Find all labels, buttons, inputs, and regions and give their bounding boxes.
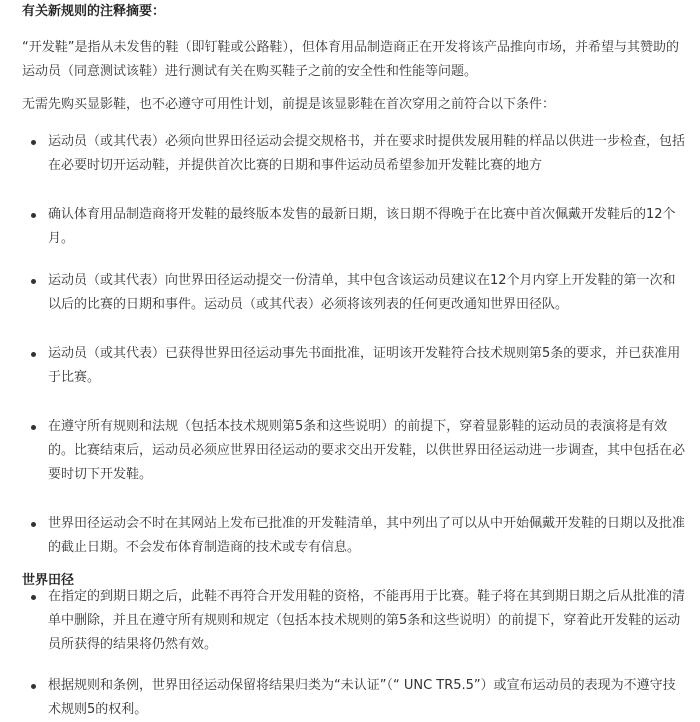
section-heading: 世界田径 <box>22 573 75 588</box>
conditions-intro-paragraph: 无需先购买显影鞋，也不必遵守可用性计划，前提是该显影鞋在首次穿用之前符合以下条件： <box>22 97 556 112</box>
bullet-icon <box>31 213 36 218</box>
bullet-icon <box>31 140 36 145</box>
bullet-icon <box>31 352 36 357</box>
list-item <box>22 674 686 722</box>
bullet-icon <box>31 425 36 430</box>
list-item-text: 世界田径运动会不时在其网站上发布已批准的开发鞋清单，其中列出了可以从中开始佩戴开发鞋的日期以及批准的截止日期。不会发布体育制造商的技术或专有信息。 <box>48 516 686 555</box>
list-item-text: 确认体育用品制造商将开发鞋的最终版本发售的最新日期，该日期不得晚于在比赛中首次佩戴开发鞋后的12个月。 <box>48 207 676 246</box>
bullet-icon <box>31 522 36 527</box>
bullet-icon <box>31 684 36 689</box>
list-item <box>22 585 686 657</box>
intro-paragraph: “开发鞋”是指从未发售的鞋（即钉鞋或公路鞋），但体育用品制造商正在开发将该产品推向市场，并希望与其赞助的运动员（同意测试该鞋）进行测试有关在购买鞋子之前的安全性和性能等问题。 <box>22 40 679 79</box>
list-item-text: 在遵守所有规则和法规（包括本技术规则第5条和这些说明）的前提下，穿着显影鞋的运动员的表演将是有效的。比赛结束后，运动员必须应世界田径运动的要求交出开发鞋，以供世界田径运动进一步调查，其中包括在必要时切下开发鞋。 <box>48 419 686 482</box>
list-item <box>22 269 686 317</box>
list-item-text: 运动员（或其代表）向世界田径运动提交一份清单，其中包含该运动员建议在12个月内穿上开发鞋的第一次和以后的比赛的日期和事件。运动员（或其代表）必须将该列表的任何更改通知世界田径队。 <box>48 273 676 312</box>
list-item <box>22 130 686 178</box>
list-item <box>22 342 686 390</box>
bullet-icon <box>31 595 36 600</box>
list-item-text: 在指定的到期日期之后，此鞋不再符合开发用鞋的资格，不能再用于比赛。鞋子将在其到期日期之后从批准的清单中删除，并且在遵守所有规则和规定（包括本技术规则的第5条和这些说明）的前提下，穿着此开发鞋的运动员所获得的结果将仍然有效。 <box>48 589 686 652</box>
list-item <box>22 512 686 560</box>
list-item <box>22 415 686 487</box>
bullet-icon <box>31 279 36 284</box>
list-item-text: 根据规则和条例，世界田径运动保留将结果归类为“未认证”（“ UNC TR5.5”）或宣布运动员的表现为不遵守技术规则5的权利。 <box>48 678 676 717</box>
rules-list <box>22 130 686 722</box>
page-title: 有关新规则的注释摘要： <box>22 4 166 19</box>
list-item-text: 运动员（或其代表）必须向世界田径运动会提交规格书，并在要求时提供发展用鞋的样品以供进一步检查，包括在必要时切开运动鞋，并提供首次比赛的日期和事件运动员希望参加开发鞋比赛的地方 <box>48 134 686 173</box>
list-item <box>22 203 686 251</box>
list-item-text: 运动员（或其代表）已获得世界田径运动事先书面批准，证明该开发鞋符合技术规则第5条的要求，并已获准用于比赛。 <box>48 346 681 385</box>
